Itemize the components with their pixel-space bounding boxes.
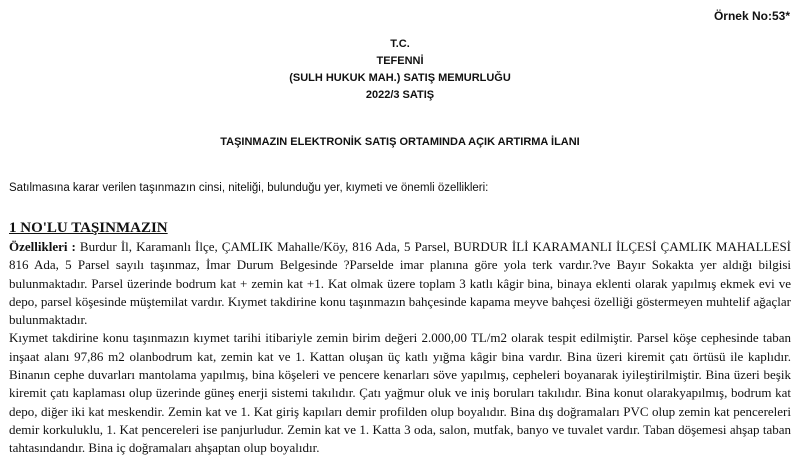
features-text: Burdur İl, Karamanlı İlçe, ÇAMLIK Mahalle/Köy, 816 Ada, 5 Parsel, BURDUR İLİ KARAMANLI İLÇESİ ÇAMLIK MAHALLESİ 816 Ada, 5 Parsel sayılı taşınmaz, İmar Durum Belgesinde ?Parselde imar planına göre yola terk vardır.?ve Bayır Sokakta yer aldığı bilgisi bulunmaktadır. Parsel üzerinde bodrum kat + zemin kat +1. Kat olmak üzere toplam 3 katlı kâgir bina, binaya eklenti olarak yapılmış ekmek evi ve depo, parsel köşesinde müştemilat vardır. Kıymet takdirine konu taşınmazın bahçesinde kapama meyve bahçesi özelliği göstermeyen muhtelif ağaçlar bulunmaktadır. — [9, 239, 791, 328]
property-heading: 1 NO'LU TAŞINMAZIN — [9, 220, 168, 236]
features-paragraph — [9, 238, 791, 329]
header-line-district: TEFENNİ — [376, 55, 424, 67]
sample-number: Örnek No:53* — [713, 9, 790, 23]
header-line-case-no: 2022/3 SATIŞ — [365, 89, 435, 101]
document-header — [0, 36, 800, 104]
features-label: Özellikleri : — [9, 239, 76, 254]
header-line-tc: T.C. — [390, 38, 410, 50]
header-line-office: (SULH HUKUK MAH.) SATIŞ MEMURLUĞU — [289, 72, 511, 84]
intro-text: Satılmasına karar verilen taşınmazın cinsi, niteliği, bulunduğu yer, kıymeti ve önemli özellikleri: — [9, 182, 489, 194]
announcement-title: TAŞINMAZIN ELEKTRONİK SATIŞ ORTAMINDA AÇIK ARTIRMA İLANI — [220, 136, 580, 148]
valuation-paragraph: Kıymet takdirine konu taşınmazın kıymet tarihi itibariyle zemin birim değeri 2.000,00 TL/m2 olarak tespit edilmiştir. Parsel köşe cephesinde taban inşaat alanı 97,86 m2 olanbodrum kat, zemin kat ve 1. Kattan oluşan üç katlı yığma kâgir bina vardır. Bina üzeri kiremit çatı örtüsü ile kaplıdır. Binanın cephe duvarları mantolama yapılmış, bina köşeleri ve pencere kenarları söve yapılmış, cepheleri boyanarak iyileştirilmiştir. Bina üzeri beşik kiremit çatı kaplaması olup üzerinde güneş enerji sistemi takılıdır. Çatı yağmur oluk ve iniş boruları takılıdır. Bina konut olarakyapılmış, bodrum kat depo, diğer iki kat meskendir. Zemin kat ve 1. Kat giriş kapıları demir profilden olup boyalıdır. Bina dış doğramaları PVC olup zemin kat pencereleri demir korkuluklu, 1. Kat pencereleri ise panjurludur. Zemin kat ve 1. Katta 3 oda, salon, mutfak, banyo ve tuvalet vardır. Taban döşemesi ahşap taban tahtasındandır. Bina iç doğramaları ahşaptan olup boyalıdır. — [9, 330, 791, 456]
property-description — [9, 238, 791, 458]
